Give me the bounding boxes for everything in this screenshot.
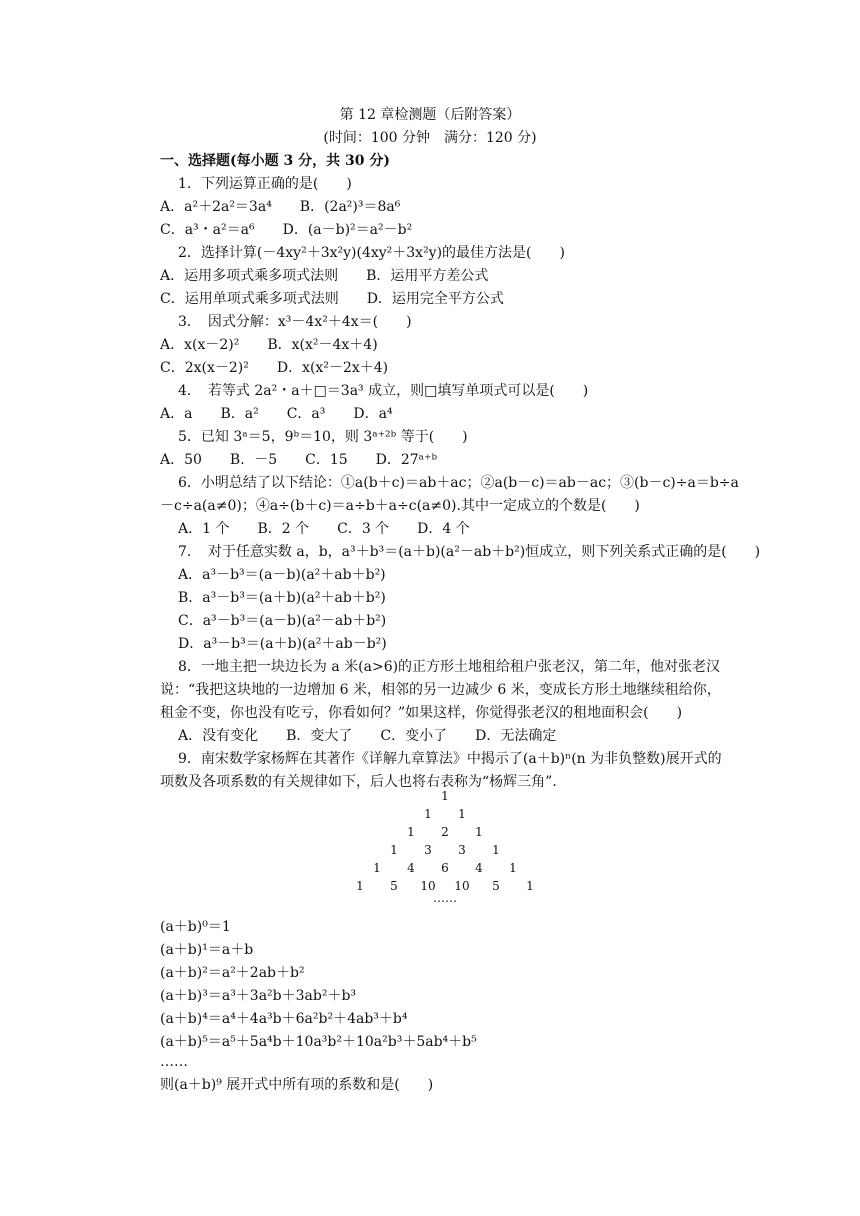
q3-stem: 3． 因式分解：x³－4x²＋4x＝( ) bbox=[178, 314, 412, 330]
q5-options: A．50 B．－5 C．15 D．27ᵃ⁺ᵇ bbox=[160, 452, 438, 468]
expansion-row-0: (a＋b)⁰＝1 bbox=[160, 919, 231, 935]
expansion-row-4: (a＋b)⁴＝a⁴＋4a³b＋6a²b²＋4ab³＋b⁴ bbox=[160, 1011, 408, 1027]
q9-question: 则(a＋b)⁹ 展开式中所有项的系数和是( ) bbox=[160, 1077, 434, 1093]
expansion-row-2: (a＋b)²＝a²＋2ab＋b² bbox=[160, 965, 305, 981]
q3-options-cd: C．2x(x－2)² D．x(x²－2x＋4) bbox=[160, 360, 389, 376]
triangle-cell-r4-c3: 4 bbox=[475, 861, 483, 875]
triangle-cell-r5-c2: 10 bbox=[420, 879, 436, 893]
triangle-cell-r0-c0: 1 bbox=[441, 789, 449, 803]
triangle-cell-r5-c4: 5 bbox=[492, 879, 500, 893]
triangle-cell-r2-c1: 2 bbox=[441, 825, 449, 839]
q6-stem-line2: －c÷a(a≠0)；④a÷(b＋c)＝a÷b＋a÷c(a≠0).其中一定成立的个数是( ) bbox=[160, 498, 640, 514]
q6-stem-line1: 6．小明总结了以下结论：①a(b＋c)＝ab＋ac；②a(b－c)＝ab－ac；③(b－c)÷a＝b÷a bbox=[178, 475, 739, 491]
triangle-cell-r5-c1: 5 bbox=[390, 879, 398, 893]
q4-stem: 4． 若等式 2a²・a＋□＝3a³ 成立，则□填写单项式可以是( ) bbox=[178, 383, 589, 399]
q2-stem: 2．选择计算(－4xy²＋3x²y)(4xy²＋3x²y)的最佳方法是( ) bbox=[178, 245, 565, 261]
expansion-row-3: (a＋b)³＝a³＋3a²b＋3ab²＋b³ bbox=[160, 988, 357, 1004]
triangle-cell-r1-c1: 1 bbox=[458, 807, 466, 821]
q8-stem-line2: 说：“我把这块地的一边增加 6 米，相邻的另一边减少 6 米，变成长方形土地继续租给你， bbox=[160, 682, 721, 698]
q9-stem-line2: 项数及各项系数的有关规律如下，后人也将右表称为“杨辉三角”. bbox=[160, 774, 557, 790]
triangle-cell-r5-c5: 1 bbox=[526, 879, 534, 893]
page-subtitle: (时间：100 分钟 满分：120 分) bbox=[323, 130, 537, 146]
triangle-cell-r2-c0: 1 bbox=[407, 825, 415, 839]
triangle-cell-r1-c0: 1 bbox=[424, 807, 432, 821]
q9-stem-line1: 9．南宋数学家杨辉在其著作《详解九章算法》中揭示了(a＋b)ⁿ(n 为非负整数)展开式的 bbox=[178, 751, 722, 767]
q2-options-ab: A．运用多项式乘多项式法则 B．运用平方差公式 bbox=[160, 268, 489, 284]
triangle-cell-r4-c4: 1 bbox=[509, 861, 517, 875]
q4-options: A．a B．a² C．a³ D．a⁴ bbox=[160, 406, 393, 422]
q2-options-cd: C．运用单项式乘多项式法则 D．运用完全平方公式 bbox=[160, 291, 504, 307]
triangle-cell-r3-c0: 1 bbox=[390, 843, 398, 857]
q7-option-d: D．a³－b³＝(a＋b)(a²＋ab－b²) bbox=[178, 636, 387, 652]
q8-options: A．没有变化 B．变大了 C．变小了 D．无法确定 bbox=[178, 728, 557, 744]
q7-option-c: C．a³－b³＝(a－b)(a²－ab＋b²) bbox=[178, 613, 387, 629]
section-heading: 一、选择题(每小题 3 分，共 30 分) bbox=[160, 153, 390, 169]
expansion-row-1: (a＋b)¹＝a＋b bbox=[160, 942, 254, 958]
triangle-cell-r3-c1: 3 bbox=[424, 843, 432, 857]
triangle-ellipsis: …… bbox=[433, 891, 457, 905]
triangle-cell-r3-c2: 3 bbox=[458, 843, 466, 857]
q7-option-a: A．a³－b³＝(a－b)(a²＋ab＋b²) bbox=[178, 567, 386, 583]
triangle-cell-r2-c2: 1 bbox=[475, 825, 483, 839]
q1-stem: 1．下列运算正确的是( ) bbox=[178, 176, 352, 192]
triangle-cell-r4-c1: 4 bbox=[407, 861, 415, 875]
q3-options-ab: A．x(x－2)² B．x(x²－4x＋4) bbox=[160, 337, 378, 353]
triangle-cell-r3-c3: 1 bbox=[492, 843, 500, 857]
q7-option-b: B．a³－b³＝(a＋b)(a²＋ab＋b²) bbox=[178, 590, 386, 606]
triangle-cell-r4-c0: 1 bbox=[373, 861, 381, 875]
q1-options-cd: C．a³・a²＝a⁶ D．(a－b)²＝a²－b² bbox=[160, 222, 413, 238]
q6-options: A．1 个 B．2 个 C．3 个 D．4 个 bbox=[178, 521, 470, 537]
q8-stem-line1: 8．一地主把一块边长为 a 米(a>6)的正方形土地租给租户张老汉，第二年，他对张老汉 bbox=[178, 659, 721, 675]
triangle-cell-r5-c3: 10 bbox=[454, 879, 470, 893]
triangle-cell-r5-c0: 1 bbox=[356, 879, 364, 893]
q1-options-ab: A．a²＋2a²＝3a⁴ B．(2a²)³＝8a⁶ bbox=[160, 199, 401, 215]
expansion-row-5: (a＋b)⁵＝a⁵＋5a⁴b＋10a³b²＋10a²b³＋5ab⁴＋b⁵ bbox=[160, 1034, 477, 1050]
triangle-cell-r4-c2: 6 bbox=[441, 861, 449, 875]
expansion-ellipsis: …… bbox=[160, 1054, 188, 1070]
q8-stem-line3: 租金不变，你也没有吃亏，你看如何？”如果这样，你觉得张老汉的租地面积会( ) bbox=[160, 705, 683, 721]
page-title: 第 12 章检测题（后附答案） bbox=[339, 107, 521, 123]
q5-stem: 5．已知 3ᵃ＝5，9ᵇ＝10，则 3ᵃ⁺²ᵇ 等于( ) bbox=[178, 429, 468, 445]
q7-stem: 7． 对于任意实数 a，b，a³＋b³＝(a＋b)(a²－ab＋b²)恒成立，则下列关系式正确的是( ) bbox=[178, 544, 761, 560]
